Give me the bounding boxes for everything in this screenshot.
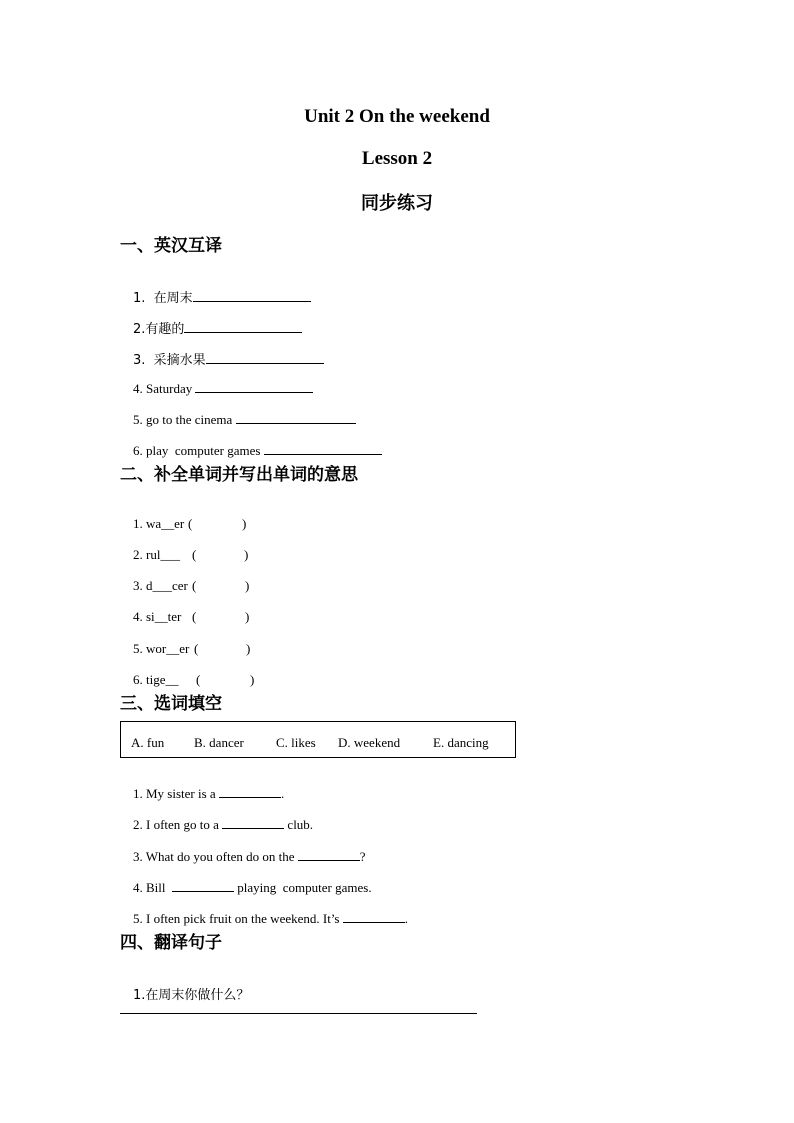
answer-blank[interactable] [343, 911, 405, 923]
s1-item-1: 1. 在周末 [120, 271, 311, 322]
answer-blank[interactable] [172, 880, 234, 892]
answer-blank[interactable] [219, 786, 281, 798]
s3-item-5: 5. I often pick fruit on the weekend. It’s . [133, 911, 408, 926]
s2-item-6: 6. tige__ ( ) [133, 672, 255, 687]
answer-blank[interactable] [193, 290, 311, 302]
s2-item-3: 3. d___cer ( ) [133, 578, 250, 593]
section-1-title: 一、英汉互译 [120, 236, 222, 256]
answer-blank[interactable] [298, 849, 360, 861]
answer-blank[interactable] [184, 321, 302, 333]
s2-item-2: 2. rul___ ( ) [133, 547, 249, 562]
section-2-title: 二、补全单词并写出单词的意思 [120, 465, 358, 485]
answer-blank[interactable] [222, 817, 284, 829]
answer-blank[interactable] [195, 381, 313, 393]
word-bank-box [120, 721, 516, 758]
s3-item-3: 3. What do you often do on the ? [133, 849, 366, 864]
option-b: B. dancer [194, 735, 244, 750]
s3-item-4: 4. Bill playing computer games. [133, 880, 372, 895]
s3-item-1: 1. My sister is a . [133, 786, 285, 801]
s1-item-6: 6. play computer games [120, 427, 382, 475]
s2-item-5: 5. wor__er ( ) [133, 641, 251, 656]
option-c: C. likes [276, 735, 316, 750]
answer-blank[interactable] [264, 443, 382, 455]
section-4-title: 四、翻译句子 [120, 933, 222, 953]
s2-item-1: 1. wa__er ( ) [133, 516, 247, 531]
s1-item-2: 2.有趣的 [120, 302, 302, 353]
s1-item-3: 3. 采摘水果 [120, 333, 324, 384]
translation-answer-line[interactable] [120, 1013, 477, 1014]
option-e: E. dancing [433, 735, 489, 750]
worksheet-heading: 同步练习 [361, 193, 433, 214]
s3-item-2: 2. I often go to a club. [133, 817, 314, 832]
s1-item-5: 5. go to the cinema [120, 396, 356, 444]
s1-item-4: 4. Saturday [120, 365, 313, 413]
s2-item-4: 4. si__ter ( ) [133, 609, 250, 624]
section-3-title: 三、选词填空 [120, 694, 222, 714]
option-a: A. fun [131, 735, 165, 750]
s4-item-1: 1.在周末你做什么？ [133, 988, 250, 1003]
option-d: D. weekend [338, 735, 401, 750]
lesson-title: Lesson 2 [361, 148, 433, 169]
unit-title: Unit 2 On the weekend [304, 106, 490, 127]
answer-blank[interactable] [206, 352, 324, 364]
answer-blank[interactable] [236, 412, 356, 424]
